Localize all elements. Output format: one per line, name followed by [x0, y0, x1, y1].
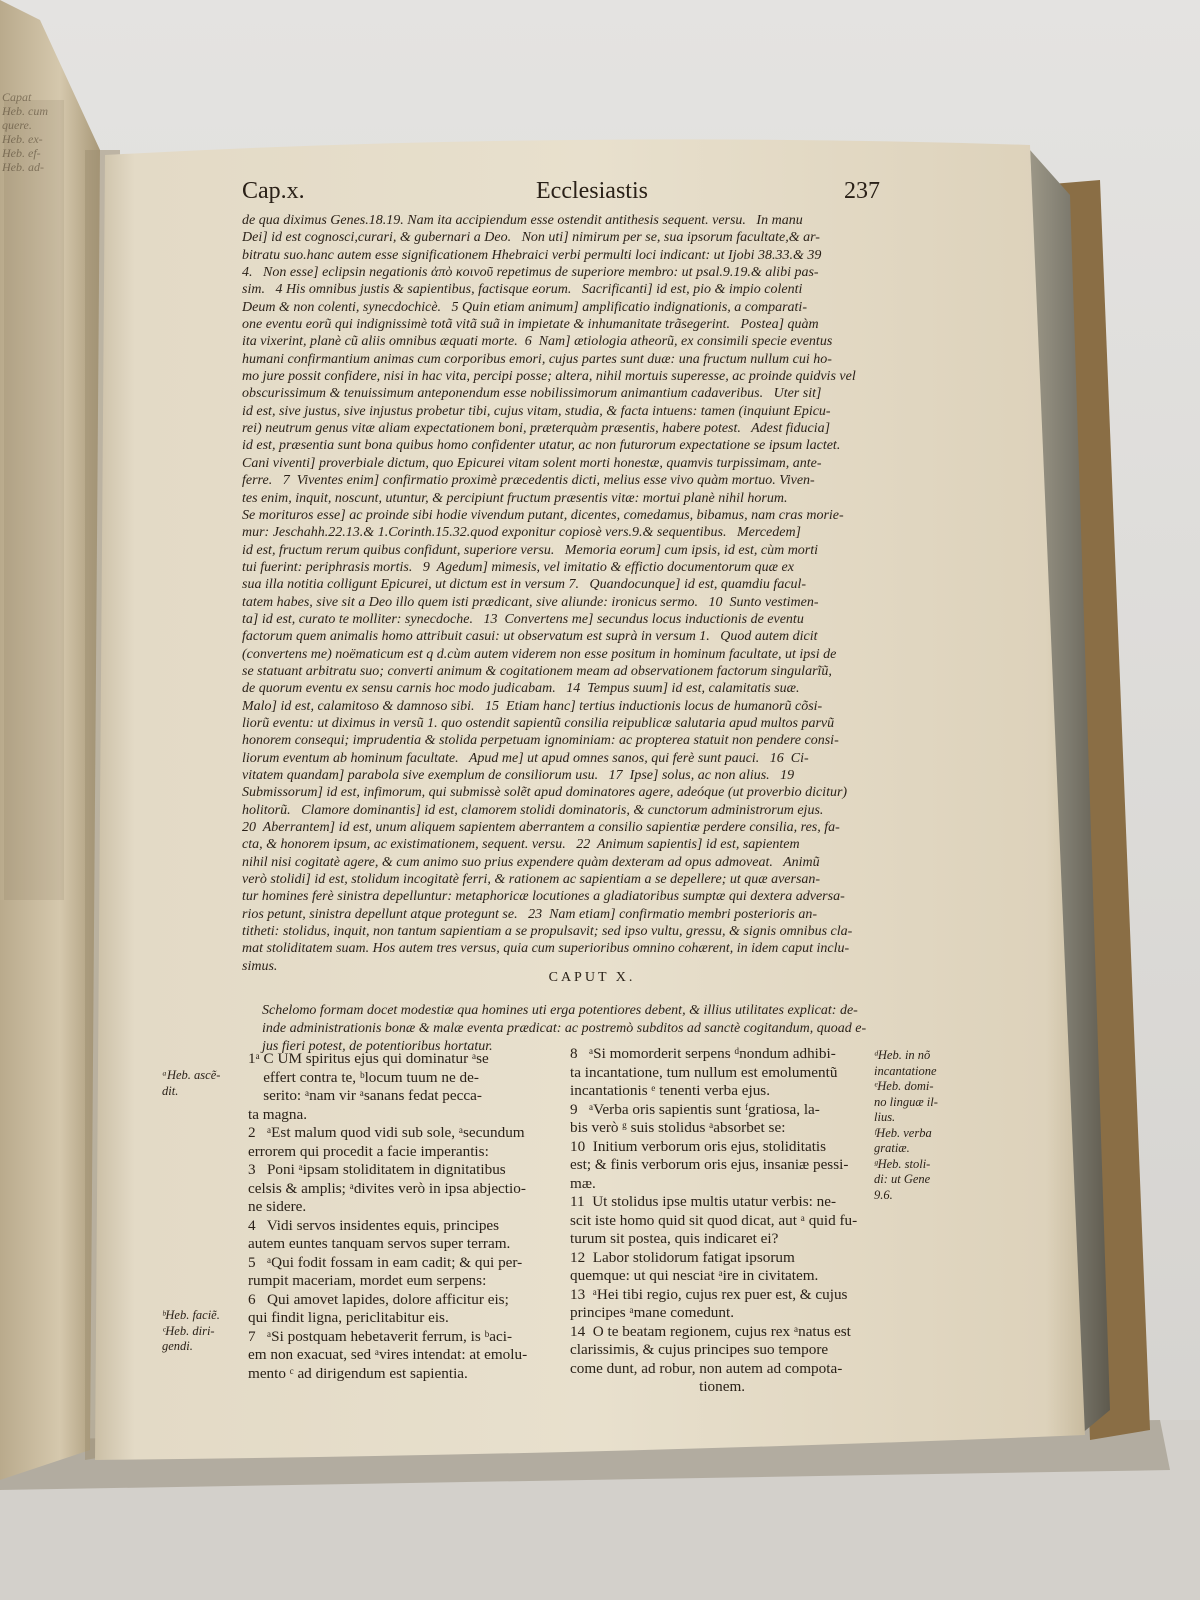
verse-line: mæ.	[570, 1174, 596, 1192]
commentary-line: tui fuerint: periphrasis mortis. 9 Agedum] mimesis, vel imitatio & effictio documentorum quæ ex	[242, 559, 794, 575]
verse-line: ta magna.	[248, 1105, 308, 1123]
verse-line: incantationis ᵉ tenenti verba ejus.	[570, 1082, 771, 1099]
commentary-line: Submissorum] id est, infimorum, qui submissè solẽt apud dominatores agere, adeóque (ut proverbio dicitur)	[242, 785, 848, 801]
commentary-line: mur: Jeschahh.22.13.& 1.Corinth.15.32.quod exponitur copiosè vers.9.& sequentibus. Mercedem]	[242, 525, 802, 541]
page-number: 237	[844, 178, 880, 204]
commentary-line: de quorum eventu ex sensu carnis hoc modo judicabam. 14 Tempus suum] id est, calamitatis suæ.	[242, 681, 800, 697]
commentary-line: humani confirmantium animas cum corporibus emori, cujus partes sunt duæ: una fructum nullum cui ho-	[242, 351, 832, 367]
commentary-line: Cani viventi] proverbiale dictum, quo Epicurei vitam solent morti honestæ, quamvis turpissimam, ante-	[242, 455, 822, 471]
chapter-title: CAPUT X.	[548, 970, 636, 985]
commentary-line: de qua diximus Genes.18.19. Nam ita accipiendum esse ostendit antithesis sequent. versu. In manu	[242, 213, 803, 228]
facing-page-fragment: quere.	[2, 118, 32, 132]
facing-page-fragment: Heb. ef-	[2, 146, 41, 160]
commentary-line: honorem consequi; imprudentia & stolida perpetuam ignominiam: ac propterea statuit non pendere consi-	[242, 733, 839, 749]
commentary-line: holitorũ. Clamore dominantis] id est, clamorem stolidi dominatoris, & cunctorum administrorum ejus.	[242, 802, 824, 818]
marginal-notes-left-top	[162, 1068, 220, 1099]
commentary-line: simus.	[242, 958, 278, 974]
verse-line: est; & finis verborum oris ejus, insaniæ pessi-	[570, 1156, 849, 1173]
marginal-note: no linguæ il-	[874, 1094, 938, 1109]
verses-column-right	[570, 1045, 890, 1397]
marginal-note: 9.6.	[874, 1187, 893, 1202]
marginal-note: ᵈHeb. in nõ	[874, 1048, 931, 1062]
facing-page-fragment: Heb. ex-	[2, 132, 43, 146]
verse-line: quemque: ut qui nesciat ᵃire in civitatem.	[570, 1267, 819, 1284]
commentary-line: Malo] id est, calamitoso & damnoso sibi. 15 Etiam hanc] tertius inductionis locus de humanorũ cõsi-	[242, 698, 823, 714]
verse-line: tionem.	[570, 1378, 746, 1395]
chapter-summary-line: Schelomo formam docet modestiæ qua homines uti erga potentiores debent, & illius utilitates explicat: de-	[262, 1003, 858, 1018]
verse-line: mento ᶜ ad dirigendum est sapientia.	[248, 1364, 468, 1382]
commentary-line: tatem habes, sive sit a Deo illo quem isti prædicant, sive aliunde: ironicus sermo. 10 Sunto vestimen-	[242, 594, 819, 610]
commentary-line: sua illa notitia colligunt Epicurei, ut dictum est in versum 7. Quandocunque] id est, quamdiu facul-	[242, 577, 807, 593]
commentary-line: titheti: stolidus, inquit, non tantum sapientiam a se propulsavit; sed ipso vultu, gressu, & signis omnibus cla-	[242, 924, 853, 940]
verse-line: 13 ᵃHei tibi regio, cujus rex puer est, & cujus	[570, 1285, 848, 1303]
marginal-note: dit.	[162, 1083, 179, 1098]
verse-line: 10 Initium verborum oris ejus, stoliditatis	[570, 1137, 827, 1155]
verse-line: 8 ᵃSi momorderit serpens ᵈnondum adhibi-	[570, 1045, 836, 1062]
verse-line: qui findit ligna, periclitabitur eis.	[248, 1309, 449, 1326]
verse-line: 7 ᵃSi postquam hebetaverit ferrum, is ᵇaci-	[248, 1327, 513, 1345]
verse-line: scit iste homo quid sit quod dicat, aut ᵃ quid fu-	[570, 1211, 858, 1229]
marginal-notes-left-bottom	[162, 1308, 220, 1355]
facing-page-fragment: Heb. cum	[2, 104, 48, 118]
verse-line: principes ᵃmane comedunt.	[570, 1304, 734, 1321]
commentary-line: liorum eventum ab hominum facultate. Apud me] ut apud omnes sanos, qui ferè sunt pauci. 16 Ci-	[242, 750, 809, 766]
marginal-note: ᵇHeb. faciẽ.	[162, 1308, 220, 1322]
commentary-block	[242, 212, 962, 975]
commentary-line: Dei] id est cognosci,curari, & gubernari a Deo. Non uti] nimirum per se, sua ipsorum facultate,& ar-	[242, 230, 820, 246]
chapter-summary-line: jus fieri potest, de potentioribus hortatur.	[262, 1039, 493, 1054]
commentary-line: 20 Aberrantem] id est, unum aliquem sapientem aberrantem a consilio sapientiæ perdere consilia, res, fa-	[242, 820, 840, 836]
commentary-line: bitratu suo.hanc autem esse significationem Hhebraici verbi permulti loci indicant: ut Ijobi 38.33.& 39	[242, 247, 822, 263]
marginal-notes-right	[874, 1048, 938, 1203]
commentary-line: 4. Non esse] eclipsin negationis ἀπὸ κοινοῦ repetimus de superiore membro: ut psal.9.19.& alibi pas-	[242, 265, 819, 281]
verse-line: celsis & amplis; ᵃdivites verò in ipsa abjectio-	[248, 1179, 526, 1197]
commentary-line: factorum quem animalis homo attribuit casui: ut observatum est suprà in versum 1. Quod autem dicit	[242, 629, 818, 645]
commentary-line: ferre. 7 Viventes enim] confirmatio proximè præcedentis dicti, melius esse vivo quàm mortuo. Viven-	[242, 473, 815, 489]
verse-line: 1ᵃ C UM spiritus ejus qui dominatur ᵃse	[248, 1050, 489, 1067]
verse-line: ne sidere.	[248, 1198, 307, 1215]
commentary-line: ita vixerint, planè cũ aliis omnibus æquati morte. 6 Nam] ætiologia atheorũ, ex consimili specie eventus	[242, 334, 833, 350]
commentary-line: mo jure possit confidere, nisi in hac vita, percipi posse; altera, nihil mortuis superesse, ac proinde quidvis vel	[242, 369, 856, 385]
commentary-line: id est, sive justus, sive injustus probetur tibi, cujus vitam, studia, & facta intuens: tamen (inquiunt Epicu-	[242, 403, 831, 419]
verse-line: bis verò ᵍ suis stolidus ᵃabsorbet se:	[570, 1119, 786, 1136]
commentary-line: mat stoliditatem suam. Hos autem tres versus, quia cum superioribus omnino cohærent, in idem caput inclu-	[242, 941, 850, 957]
marginal-note: lius.	[874, 1110, 896, 1124]
verse-line: autem euntes tanquam servos super terram.	[248, 1235, 511, 1252]
verse-line: 3 Poni ᵃipsam stoliditatem in dignitatibus	[248, 1161, 506, 1178]
commentary-line: rei) neutrum genus vitæ aliam expectationem boni, præterquàm præsentis, habere potest. Adest fiducia]	[242, 421, 831, 437]
marginal-note: ᵃHeb. ascẽ-	[162, 1068, 221, 1082]
facing-page-fragment: Capat	[2, 90, 32, 104]
marginal-note: gendi.	[162, 1339, 193, 1353]
verse-line: 6 Qui amovet lapides, dolore afficitur eis;	[248, 1290, 509, 1308]
commentary-line: tes enim, inquit, noscunt, utuntur, & percipiunt fructum præsentis vitæ: mortui planè nihil horum.	[242, 490, 788, 506]
chapter-summary-line: inde administrationis bonæ & malæ eventa prædicat: ac postremò subditos ad sanctè cogitandum, quoad e-	[262, 1021, 867, 1036]
verse-line: errorem qui procedit a facie imperantis:	[248, 1142, 489, 1160]
verse-line: come dunt, ad robur, non autem ad compota-	[570, 1359, 843, 1377]
verse-line: 4 Vidi servos insidentes equis, principes	[248, 1216, 500, 1234]
commentary-line: tur homines ferè sinistra depelluntur: metaphoricæ locutiones a gladiatoribus sumptæ qui dextera adversa-	[242, 889, 845, 905]
verses-column-left	[248, 1050, 568, 1383]
marginal-note: incantatione	[874, 1063, 937, 1078]
verse-line: rumpit maceriam, mordet eum serpens:	[248, 1272, 487, 1289]
marginal-note: ᶠHeb. verba	[874, 1125, 932, 1140]
commentary-line: rios petunt, sinistra depellunt atque protegunt se. 23 Nam etiam] confirmatio membri posterioris an-	[242, 906, 818, 922]
commentary-line: liorũ eventu: ut diximus in versũ 1. quo ostendit sapientũ consilia reipublicæ salutaria apud multos parvũ	[242, 715, 835, 731]
commentary-line: Se morituros esse] ac proinde sibi hodie vivendum putant, dicentes, comedamus, bibamus, nam cras morie-	[242, 507, 844, 523]
commentary-line: sim. 4 His omnibus justis & sapientibus, factisque eorum. Sacrificanti] id est, pio & impio colenti	[242, 282, 803, 298]
verse-line: clarissimis, & cujus principes suo tempore	[570, 1341, 829, 1358]
verse-line: 5 ᵃQui fodit fossam in eam cadit; & qui per-	[248, 1253, 523, 1271]
verse-line: serito: ᵃnam vir ᵃsanans fedat pecca-	[248, 1087, 482, 1104]
commentary-line: (convertens me) noëmaticum est q d.cùm autem viderem non esse positum in hominum facultate, ut ipsi de	[242, 646, 837, 662]
verse-line: 2 ᵃEst malum quod vidi sub sole, ᵃsecundum	[248, 1124, 525, 1141]
marginal-note: gratiæ.	[874, 1141, 910, 1155]
commentary-line: nihil nisi cogitatè agere, & cum animo suo prius expendere quàm dexteram ad opus admoveat. Animũ	[242, 854, 820, 870]
left-page-text-block	[4, 100, 64, 900]
commentary-line: se statuant arbitratu suo; converti animum & cogitationem meam ad observationem factorum singularĩũ,	[242, 663, 832, 679]
verse-line: em non exacuat, sed ᵃvires intendat: at emolu-	[248, 1346, 528, 1363]
right-page-content	[112, 148, 1052, 1462]
commentary-line: obscurissimum & tenuissimum anteponendum esse nobilissimorum animantium cadaveribus. Uter sit]	[242, 386, 822, 402]
verse-line: 9 ᵃVerba oris sapientis sunt ᶠgratiosa, la-	[570, 1100, 820, 1118]
marginal-note: ᵍHeb. stoli-	[874, 1156, 931, 1171]
commentary-line: id est, fructum rerum quibus confidunt, superiore versu. Memoria eorum] cum ipsis, id est, cùm morti	[242, 542, 819, 558]
commentary-line: vitatem quandam] parabola sive exemplum de consiliorum usu. 17 Ipse] solus, ac non alius. 19	[242, 768, 795, 783]
commentary-line: one eventu eorũ qui indignissimè totã vitã suã in impietate & inhumanitate trãsegerint. Postea] quàm	[242, 317, 819, 333]
verse-line: effert contra te, ᵇlocum tuum ne de-	[248, 1068, 479, 1086]
verse-line: 14 O te beatam regionem, cujus rex ᵃnatus est	[570, 1322, 851, 1340]
facing-page-fragment: Heb. ad-	[2, 160, 44, 174]
commentary-line: id est, præsentia sunt bona quibus homo confidenter utatur, ac non futurorum expectatione se ipsum lactet.	[242, 438, 841, 454]
verse-line: turum sit postea, quis indicaret ei?	[570, 1230, 779, 1247]
marginal-note: di: ut Gene	[874, 1172, 931, 1186]
commentary-line: ta] id est, curato te molliter: synecdoche. 13 Convertens me] secundus locus inductionis de eventu	[242, 611, 804, 627]
verse-line: 12 Labor stolidorum fatigat ipsorum	[570, 1248, 795, 1266]
commentary-line: cta, & honorem ipsum, ac existimationem, sequent. versu. 22 Animum sapientis] id est, sapientem	[242, 837, 800, 853]
verse-line: ta incantatione, tum nullum est emolumentũ	[570, 1063, 838, 1081]
running-head-title: Ecclesiastis	[536, 178, 648, 204]
commentary-line: Deum & non colenti, synecdochicè. 5 Quin etiam animum] amplificatio indignationis, a comparati-	[242, 299, 807, 315]
running-head-left: Cap.x.	[242, 178, 305, 204]
verse-line: 11 Ut stolidus ipse multis utatur verbis: ne-	[570, 1193, 837, 1210]
marginal-note: ᵉHeb. domi-	[874, 1079, 934, 1093]
marginal-note: ᶜHeb. diri-	[162, 1323, 215, 1338]
commentary-line: verò stolidi] id est, stolidum incogitatè ferri, & rationem ac sapientiam a se depellere; ut quæ aversan-	[242, 872, 821, 888]
facing-page-fragments	[2, 90, 62, 174]
